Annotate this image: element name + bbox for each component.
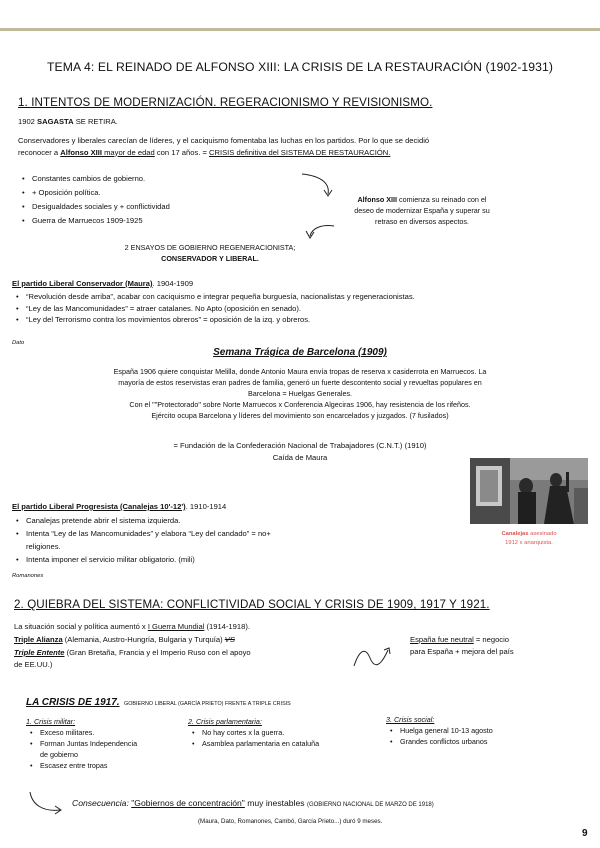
intro-crisis: CRISIS definitiva del SISTEMA DE RESTAURACIÓN.	[209, 147, 391, 157]
neutral-line2: para España + mejora del país	[410, 646, 514, 656]
progresista-dates: . 1910-1914	[185, 502, 227, 511]
romanones-label: Romanones	[12, 573, 44, 579]
triple-alianza-line	[14, 634, 235, 646]
entente-rest: (Gran Bretaña, Francia y el Imperio Ruso con el apoyo	[64, 648, 251, 657]
conservador-dates: . 1904-1909	[152, 279, 194, 288]
conservador-bullets	[12, 291, 592, 326]
semana-heading: Semana Trágica de Barcelona (1909)	[213, 347, 387, 358]
list-item: • Escasez entre tropas	[26, 760, 186, 771]
triple-entente: Triple Entente	[14, 648, 65, 657]
list-item: • Guerra de Marruecos 1909-1925	[18, 214, 170, 228]
caption-rest: asesinado	[528, 531, 557, 537]
page-title: TEMA 4: EL REINADO DE ALFONSO XIII: LA CRISIS DE LA RESTAURACIÓN (1902-1931)	[46, 60, 554, 74]
list-item: • No hay cortes x la guerra.	[188, 727, 388, 738]
canalejas-photo	[470, 458, 588, 524]
situacion-line	[14, 621, 250, 633]
crisis1917-heading-line	[26, 692, 291, 710]
aside-name: Alfonso XIII	[357, 195, 398, 204]
section1-heading: 1. INTENTOS DE MODERNIZACIÓN. REGERACIONISMO Y REVISIONISMO.	[18, 96, 433, 109]
intro-line1: Conservadores y liberales carecían de líderes, y el caciquismo fomentaba las luchas en los partidos. Por lo que se decidió	[18, 136, 430, 145]
caption-name: Canalejas	[501, 531, 529, 537]
intro-mayor: mayor de edad	[101, 147, 155, 157]
photo-illustration	[470, 458, 588, 524]
col3-title: 3. Crisis social:	[386, 715, 435, 724]
consecuencia-label: Consecuencia:	[72, 798, 129, 808]
page-number: 9	[582, 828, 588, 839]
consecuencia-quote: "Gobiernos de concentración"	[131, 798, 245, 808]
conservador-heading-line	[12, 278, 193, 290]
list-item: • Asamblea parlamentaria en cataluña	[188, 738, 388, 749]
intro-pre: reconocer a	[18, 147, 61, 157]
list-item: • Grandes conflictos urbanos	[386, 736, 586, 747]
triple-alianza: Triple Alianza	[14, 635, 63, 644]
photo-caption	[470, 530, 588, 548]
ensayos-line1: 2 ENSAYOS DE GOBIERNO REGENERACIONISTA;	[124, 243, 296, 252]
caption-line1	[470, 530, 588, 539]
semana-line: España 1906 quiere conquistar Melilla, donde Antonio Maura envía tropas de reserva x casiderrota en Marruecos. La	[113, 367, 487, 376]
list-item: • Constantes cambios de gobierno.	[18, 172, 170, 186]
consecuencia-paren: (GOBIERNO NACIONAL DE MARZO DE 1918)	[306, 802, 434, 808]
list-item: • Canalejas pretende abrir el sistema izquierda.	[12, 514, 442, 527]
crisis-col-social	[386, 714, 586, 747]
alianza-rest: (Alemania, Austro-Hungría, Bulgaria y Turquía)	[62, 635, 225, 644]
list-item: • Intenta imponer el servicio militar obligatorio. (mili)	[12, 553, 442, 566]
semana-line: Barcelona = Huelgas Generales.	[247, 389, 353, 398]
aside-line2: deseo de modernizar España y superar su	[354, 206, 490, 215]
crisis-col-parlamentaria	[188, 716, 388, 749]
consecuencia-line2: (Maura, Dato, Romanones, Cambó, García Prieto...) duró 9 meses.	[198, 818, 383, 825]
semana-line: mayoría de estos reservistas eran padres de familia, generó un fuerte descontento social y revueltas populares en	[118, 378, 482, 387]
neutral-name: España fue neutral	[410, 635, 474, 644]
list-item: • Exceso militares.	[26, 727, 186, 738]
col1-cont: de gobierno	[40, 750, 78, 759]
col2-list	[188, 727, 388, 749]
alfonso-aside	[322, 194, 522, 227]
col1-item2: Forman Juntas Independencia	[40, 739, 138, 748]
list-item: • Desigualdades sociales y + conflictividad	[18, 200, 170, 214]
sagasta-year: 1902	[18, 117, 38, 126]
vs-label: VS	[224, 635, 235, 644]
list-item: • “Ley de las Mancomunidades” = atraer catalanes. No Apto (oposición en senado).	[12, 303, 592, 315]
list-item: • Huelga general 10-13 agosto	[386, 725, 586, 736]
ensayos-line2: CONSERVADOR Y LIBERAL.	[161, 254, 259, 263]
crisis1917-heading: LA CRISIS DE 1917.	[26, 697, 120, 708]
curved-arrow-icon	[28, 790, 68, 816]
semana-line: Con el ""Protectorado" sobre Norte Marruecos x Conferencia Algeciras 1906, hay resistencia de los rifeños.	[129, 400, 471, 409]
b2-line1: Intenta “Ley de las Mancomunidades” y elabora “Ley del candado” = no+	[26, 529, 271, 538]
sagasta-text: SE RETIRA.	[73, 117, 118, 126]
intro-alfonso: Alfonso XIII	[60, 147, 102, 157]
intro-paragraph	[18, 135, 588, 158]
list-item	[12, 527, 442, 553]
col1-title: 1. Crisis militar:	[26, 717, 76, 726]
list-item	[26, 738, 186, 760]
wave-arrow-icon	[352, 644, 394, 672]
crisis1917-sub: GOBIERNO LIBERAL (GARCÍA PRIETO) FRENTE A TRIPLE CRISIS	[124, 701, 291, 707]
semana-paragraph	[10, 366, 590, 421]
situacion-post: (1914-1918).	[204, 622, 250, 631]
intro-mid: con 17 años. =	[154, 147, 210, 157]
situacion-guerra: I Guerra Mundial	[147, 622, 205, 631]
caption-line2: 1912 x anarquista.	[505, 540, 553, 546]
semana-line: Ejército ocupa Barcelona y líderes del movimiento son encarcelados y juzgados. (7 fusilados)	[151, 411, 449, 420]
list-item: • + Oposición política.	[18, 186, 170, 200]
section2-heading: 2. QUIEBRA DEL SISTEMA: CONFLICTIVIDAD SOCIAL Y CRISIS DE 1909, 1917 Y 1921.	[14, 598, 490, 611]
b2-line2: religiones.	[26, 542, 61, 551]
top-rule	[0, 28, 600, 31]
list-item: • “Ley del Terrorismo contra los movimientos obreros” = oposición de la izq. y obreros.	[12, 314, 592, 326]
section1-bullets	[18, 172, 170, 228]
consecuencia-rest: muy inestables	[244, 798, 307, 808]
dato-label: Dato	[12, 340, 25, 346]
cnt-line: = Fundación de la Confederación Nacional de Trabajadores (C.N.T.) (1910)	[173, 441, 427, 450]
sagasta-name: SAGASTA	[37, 117, 74, 126]
neutral-rest: = negocio	[473, 635, 510, 644]
col2-title: 2. Crisis parlamentaria:	[188, 717, 262, 726]
col3-list	[386, 725, 586, 747]
progresista-bullets	[12, 514, 442, 566]
crisis-col-militar	[26, 716, 186, 771]
caida-line: Caída de Maura	[272, 453, 328, 462]
col1-list	[26, 727, 186, 771]
list-item: • “Revolución desde arriba”, acabar con caciquismo e integrar pequeña burguesía, nacionalistas y regeneracionistas.	[12, 291, 592, 303]
ensayos-note	[60, 242, 360, 264]
aside-rest: comienza su reinado con el	[397, 195, 487, 204]
neutral-note	[410, 634, 600, 657]
sagasta-line	[18, 116, 118, 128]
aside-line3: retraso en diversos aspectos.	[375, 217, 469, 226]
aside-line1	[322, 194, 522, 205]
situacion-pre: La situación social y política aumentó x	[14, 622, 148, 631]
intro-line2	[18, 147, 588, 159]
triple-entente-line	[14, 647, 344, 670]
progresista-heading-line	[12, 501, 226, 513]
progresista-heading: El partido Liberal Progresista (Canalejas 10'-12')	[12, 502, 186, 511]
entente-line2: de EE.UU.)	[14, 659, 53, 669]
consecuencia-line	[72, 798, 434, 808]
conservador-heading: El partido Liberal Conservador (Maura)	[12, 279, 153, 288]
